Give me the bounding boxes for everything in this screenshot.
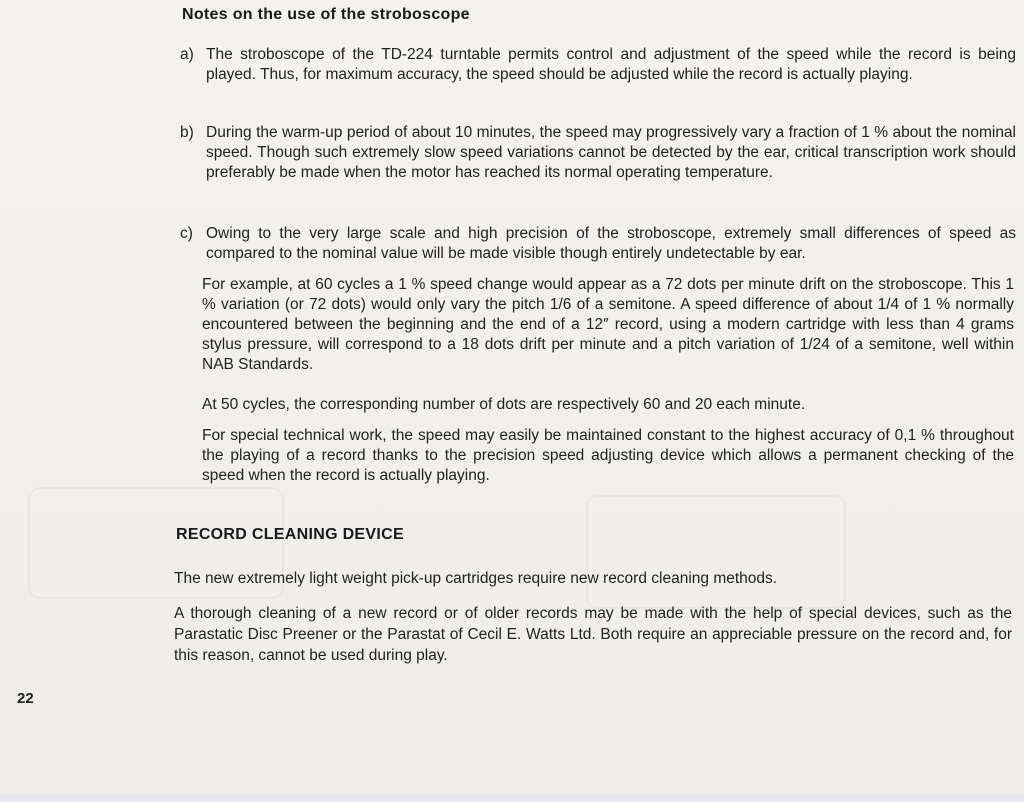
cleaning-heading: RECORD CLEANING DEVICE xyxy=(176,526,404,543)
list-item-text: During the warm-up period of about 10 minutes, the speed may progressively vary a fraction of 1 % about the nominal speed. Though such extremely slow speed variations cannot be detected by the ear, critical transcription work should preferably be made when the motor has reached its normal operating temperature. xyxy=(206,124,1016,181)
stroboscope-heading: Notes on the use of the stroboscope xyxy=(182,6,470,23)
fifty-cycles-paragraph: At 50 cycles, the corresponding number of dots are respectively 60 and 20 each minute. xyxy=(202,396,806,413)
cleaning-intro-paragraph: The new extremely light weight pick-up cartridges require new record cleaning methods. xyxy=(174,570,778,587)
scan-edge xyxy=(0,794,1024,802)
list-marker: b) xyxy=(180,124,194,141)
list-item-b xyxy=(180,123,1016,183)
list-item-text: The stroboscope of the TD-224 turntable permits control and adjustment of the speed while the record is being played. Thus, for maximum accuracy, the speed should be adjusted while the record is actually playing. xyxy=(206,46,1016,83)
list-item-c xyxy=(180,224,1016,264)
cleaning-detail-paragraph: A thorough cleaning of a new record or of older records may be made with the help of special devices, such as the Parastatic Disc Preener or the Parastat of Cecil E. Watts Ltd. Both require an appreciable pressure on the record and, for this reason, cannot be used during play. xyxy=(174,605,1012,664)
list-marker: a) xyxy=(180,46,194,63)
list-item-a xyxy=(180,45,1016,85)
page-number: 22 xyxy=(17,690,34,707)
bleed-through-right-panel xyxy=(586,495,846,609)
example-paragraph: For example, at 60 cycles a 1 % speed change would appear as a 72 dots per minute drift on the stroboscope. This 1 % variation (or 72 dots) would only vary the pitch 1/6 of a semitone. A speed difference of about 1/4 of 1 % normally encountered between the beginning and the end of a 12″ record, using a modern cartridge with less than 4 grams stylus pressure, will correspond to a 18 dots drift per minute and a pitch variation of 1/24 of a semitone, well within NAB Standards. xyxy=(202,276,1014,373)
list-marker: c) xyxy=(180,225,193,242)
list-item-text: Owing to the very large scale and high precision of the stroboscope, extremely small differences of speed as compared to the nominal value will be made visible though entirely undetectable by ear. xyxy=(206,225,1016,262)
technical-work-paragraph: For special technical work, the speed may easily be maintained constant to the highest accuracy of 0,1 % throughout the playing of a record thanks to the precision speed adjusting device which allows a permanent checking of the speed when the record is actually playing. xyxy=(202,427,1014,484)
